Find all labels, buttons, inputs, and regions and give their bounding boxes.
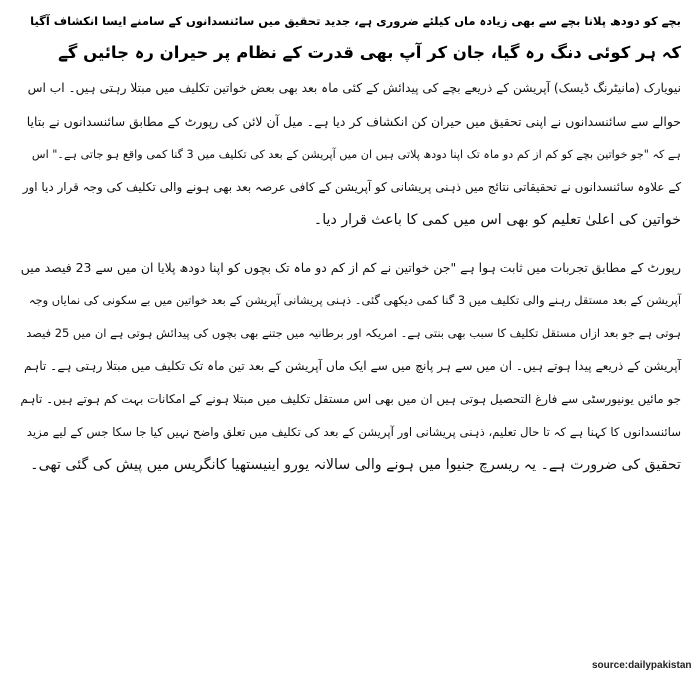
paragraph-line: آپریشن کے ذریعے پیدا ہوتے ہیں۔ ان میں سے ہر پانچ میں سے ایک ماں آپریشن کے بعد تین ماہ تک تکلیف میں مبتلا رہتی ہے۔ تاہم (23, 359, 681, 373)
paragraph-line: ہوتی ہے جو بعد ازاں مستقل تکلیف کا سبب بھی بنتی ہے۔ امریکہ اور برطانیہ میں جتنے بھی بچوں کی پیدائش ہوتی ہے ان میں 25 فیصد (26, 326, 681, 340)
paragraph-line: آپریشن کے بعد مستقل رہنے والی تکلیف میں 3 گنا کمی دیکھی گئی۔ ذہنی پریشانی آپریشن کے بعد خواتین میں بے سکونی کی نمایاں وجہ (28, 293, 681, 307)
paragraph-line: سائنسدانوں کا کہنا ہے کہ تا حال تعلیم، ذہنی پریشانی اور آپریشن کے بعد کی تکلیف میں تعلق واضح نہیں کیا جا سکا جس کے لیے مزید (26, 425, 681, 439)
article-headline (20, 6, 681, 68)
paragraph-line: کے علاوہ سائنسدانوں نے تحقیقاتی نتائج میں ذہنی پریشانی کو آپریشن کے کافی عرصہ بعد بھی ہونے والی تکلیف کی وجہ قرار دیا اور (22, 180, 681, 194)
headline-line: کہ ہر کوئی دنگ رہ گیا، جان کر آپ بھی قدرت کے نظام پر حیران رہ جائیں گے (58, 43, 681, 62)
paragraph-line: نیویارک (مانیٹرنگ ڈیسک) آپریشن کے ذریعے بچے کی پیدائش کے کئی ماہ بعد بھی بعض خواتین تکلیف میں مبتلا رہتی ہیں۔ اب اس (27, 81, 681, 95)
headline-line: بچے کو دودھ پلانا بچے سے بھی زیادہ ماں کیلئے ضروری ہے، جدید تحقیق میں سائنسدانوں کے سامنے ایسا انکشاف آگیا (30, 14, 681, 28)
article-paragraph-2 (20, 251, 681, 482)
paragraph-line: جو مائیں یونیورسٹی سے فارغ التحصیل ہوتی ہیں ان میں بھی اس مستقل تکلیف میں مبتلا ہونے کے امکانات بہت کم ہوتے ہیں۔ تاہم (20, 392, 681, 406)
article-paragraph-1 (20, 72, 681, 237)
paragraph-line: تحقیق کی ضرورت ہے۔ یہ ریسرچ جنیوا میں ہونے والی سالانہ یورو اینیستھیا کانگریس میں پیش کی گئی تھی۔ (30, 457, 681, 473)
paragraph-line: خواتین کی اعلیٰ تعلیم کو بھی اس میں کمی کا باعث قرار دیا۔ (313, 212, 681, 228)
paragraph-line: رپورٹ کے مطابق تجربات میں ثابت ہوا ہے "جن خواتین نے کم از کم دو ماہ تک بچوں کو اپنا دودھ پلایا ان میں سے 23 فیصد میں (20, 260, 681, 275)
paragraph-line: حوالے سے سائنسدانوں نے اپنی تحقیق میں حیران کن انکشاف کر دیا ہے۔ میل آن لائن کی رپورٹ کے مطابق سائنسدانوں نے بتایا (26, 114, 681, 129)
paragraph-line: ہے کہ "جو خواتین بچے کو کم از کم دو ماہ تک اپنا دودھ پلاتی ہیں ان میں آپریشن کے بعد کی تکلیف میں 3 گنا کمی واقع ہو جاتی ہے۔" اس (31, 148, 681, 161)
source-credit: source:dailypakistan (592, 660, 692, 671)
